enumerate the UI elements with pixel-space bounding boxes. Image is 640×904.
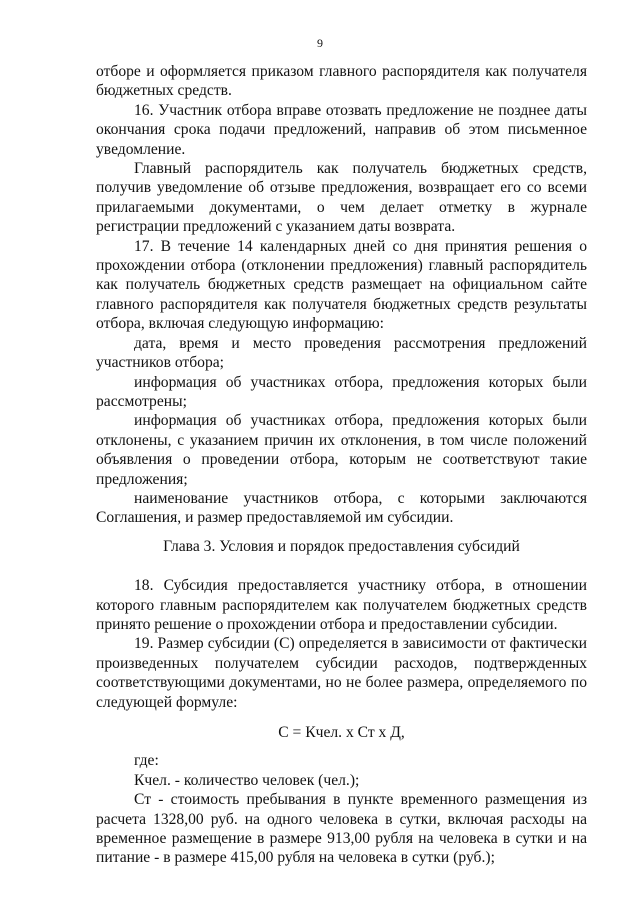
formula-term-st: Ст - стоимость пребывания в пункте временного размещения из расчета 1328,00 руб. на одного человека в сутки, включая расходы на временное размещение в размере 913,00 рубля на человека в сутки и на питание - в размере 415,00 рубля на человека в сутки (руб.); — [96, 791, 587, 867]
paragraph-16: 16. Участник отбора вправе отозвать предложение не позднее даты окончания срока подачи предложений, направив об этом письменное уведомление. — [96, 101, 587, 158]
document-body — [96, 62, 587, 868]
list-item-date-time-place: дата, время и место проведения рассмотрения предложений участников отбора; — [96, 334, 587, 372]
formula-term-kchel: Кчел. - количество человек (чел.); — [134, 771, 360, 789]
subsidy-formula: С = Кчел. х Ст х Д, — [278, 724, 405, 741]
formula-where-label: где: — [134, 752, 159, 770]
list-item-agreement-participants: наименование участников отбора, с которыми заключаются Соглашения, и размер предоставляемой им субсидии. — [96, 489, 587, 527]
paragraph-19: 19. Размер субсидии (С) определяется в зависимости от фактически произведенных получателем субсидии расходов, подтвержденных соответствующими документами, но не более размера, определяемого по следующей формуле: — [96, 635, 587, 711]
list-item-rejected-participants: информация об участниках отбора, предложения которых были отклонены, с указанием причин их отклонения, в том числе положений объявления о проведении отбора, которым не соответствуют такие предложения; — [96, 412, 587, 488]
page-number: 9 — [317, 36, 323, 50]
paragraph-18: 18. Субсидия предоставляется участнику отбора, в отношении которого главным распорядителем как получателем бюджетных средств принято решение о прохождении отбора и предоставлении субсидии. — [96, 577, 587, 633]
list-item-considered-participants: информация об участниках отбора, предложения которых были рассмотрены; — [96, 373, 587, 410]
paragraph-17: 17. В течение 14 календарных дней со дня принятия решения о прохождении отбора (отклонении предложения) главный распорядитель как получатель бюджетных средств размещает на официальном сайте главного распорядителя как получателя бюджетных средств результаты отбора, включая следующую информацию: — [96, 237, 587, 333]
chapter-heading: Глава 3. Условия и порядок предоставления субсидий — [163, 537, 520, 555]
paragraph-withdrawal-return: Главный распорядитель как получатель бюджетных средств, получив уведомление об отзыве предложения, возвращает его со всеми прилагаемыми документами, о чем делает отметку в журнале регистрации предложений с указанием даты возврата. — [96, 160, 587, 236]
paragraph-continuation: отборе и оформляется приказом главного распорядителя как получателя бюджетных средств. — [96, 63, 587, 100]
